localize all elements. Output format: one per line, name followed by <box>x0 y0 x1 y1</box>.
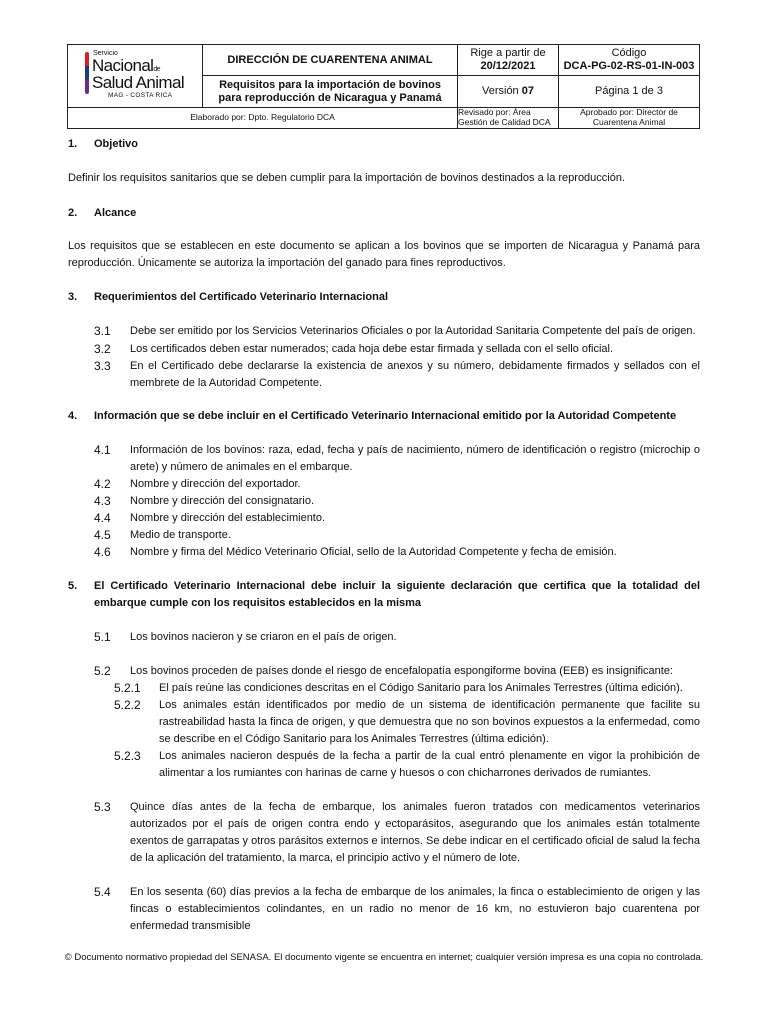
org-title: DIRECCIÓN DE CUARENTENA ANIMAL <box>203 45 458 76</box>
section-2-text: Los requisitos que se establecen en este documento se aplican a los bovinos que se importen de Nicaragua y Panamá para reproducción. Únicamente se autoriza la importación del ganado para fines reproductivos. <box>68 240 700 269</box>
section-number: 4. <box>68 410 78 422</box>
section-1-heading <box>68 136 700 153</box>
item-text: Información de los bovinos: raza, edad, fecha y país de nacimiento, número de identificación o registro (microchip o arete) y número de animales en el embarque. <box>130 444 700 473</box>
logo-stripe-icon <box>85 52 89 94</box>
section-title: El Certificado Veterinario Internacional debe incluir la siguiente declaración que certifica que la totalidad del embarque cumple con los requisitos establecidos en la misma <box>94 580 700 609</box>
item-number: 5.2 <box>94 664 111 678</box>
item-text: Nombre y dirección del consignatario. <box>130 495 315 507</box>
aprobado-por: Aprobado por: Director de Cuarentena Animal <box>559 108 700 129</box>
logo-line3: Salud Animal <box>92 73 185 92</box>
section-title: Información que se debe incluir en el Certificado Veterinario Internacional emitido por la Autoridad Competente <box>94 410 677 422</box>
item-text: Nombre y dirección del exportador. <box>130 478 301 490</box>
section-5-heading <box>68 578 700 612</box>
section-number: 3. <box>68 291 78 303</box>
footer-notice: © Documento normativo propiedad del SENASA. El documento vigente se encuentra en internet; cualquier versión impresa es una copia no controlada. <box>64 952 704 963</box>
item-text: Los bovinos nacieron y se criaron en el país de origen. <box>130 631 397 643</box>
item-number: 4.3 <box>94 494 111 508</box>
codigo-value: DCA-PG-02-RS-01-IN-003 <box>563 60 695 72</box>
version-label: Versión <box>481 85 519 98</box>
item-number: 4.2 <box>94 477 111 491</box>
item-number: 5.2.2 <box>114 698 141 712</box>
section-number: 5. <box>68 580 78 592</box>
section-4-heading <box>68 408 700 425</box>
section-number: 2. <box>68 207 78 219</box>
item-number: 4.5 <box>94 528 111 542</box>
item-text: El país reúne las condiciones descritas en el Código Sanitario para los Animales Terrestres (última edición). <box>159 682 683 694</box>
rige-label: Rige a partir de <box>470 47 546 60</box>
rige-cell <box>458 45 559 76</box>
logo-line4: MAG - COSTA RICA <box>108 92 173 99</box>
item-number: 4.6 <box>94 545 111 559</box>
version-value: 07 <box>521 85 534 98</box>
item-number: 4.4 <box>94 511 111 525</box>
item-text: Nombre y firma del Médico Veterinario Oficial, sello de la Autoridad Competente y fecha de emisión. <box>130 546 617 558</box>
item-text: Los animales están identificados por medio de un sistema de identificación permanente que facilite su rastreabilidad hasta la finca de origen, y que demuestra que no son bovinos expuestos a la enfermedad, como se describe en el Código Sanitario para los Animales Terrestres (última edición). <box>159 699 700 745</box>
item-text: Medio de transporte. <box>130 529 231 541</box>
item-number: 3.3 <box>94 359 111 373</box>
logo-line1: Servicio <box>93 50 118 57</box>
item-number: 5.3 <box>94 800 111 814</box>
revisado-por: Revisado por: Área Gestión de Calidad DCA <box>458 108 559 129</box>
section-number: 1. <box>68 138 78 150</box>
item-text: Nombre y dirección del establecimiento. <box>130 512 326 524</box>
rige-date: 20/12/2021 <box>480 60 536 72</box>
section-title: Alcance <box>94 207 137 219</box>
document-header <box>67 44 700 129</box>
section-2-heading <box>68 205 700 222</box>
codigo-cell <box>559 45 700 76</box>
page-number: Página 1 de 3 <box>559 76 700 108</box>
item-text: Los animales nacieron después de la fecha a partir de la cual entró plenamente en vigor la prohibición de alimentar a los rumiantes con harinas de carne y huesos o con chicharrones derivados de rumiantes. <box>159 750 700 779</box>
senasa-logo <box>68 46 202 106</box>
item-number: 5.1 <box>94 630 111 644</box>
elaborado-por: Elaborado por: Dpto. Regulatorio DCA <box>68 108 458 129</box>
item-number: 3.1 <box>94 324 111 338</box>
item-text: En los sesenta (60) días previos a la fecha de embarque de los animales, la finca o establecimiento de origen y las fincas o establecimientos colindantes, en un radio no menor de 16 km, no estuvieron bajo cuarentena por enfermedad transmisible <box>130 886 700 932</box>
item-number: 3.2 <box>94 342 111 356</box>
doc-title <box>203 76 458 108</box>
version-cell <box>458 76 559 108</box>
item-number: 5.2.1 <box>114 681 141 695</box>
codigo-label: Código <box>611 47 647 60</box>
logo-line2a: Nacional <box>92 56 154 75</box>
item-text: Los bovinos proceden de países donde el riesgo de encefalopatía espongiforme bovina (EEB) es insignificante: <box>130 665 674 677</box>
section-title: Objetivo <box>94 138 139 150</box>
item-text: Quince días antes de la fecha de embarque, los animales fueron tratados con medicamentos veterinarios autorizados por el país de origen contra endo y ectoparásitos, asegurando que los animales están totalmente exentos de garrapatas y otros parásitos externos e internos. Se debe indicar en el certificado oficial de salud la fecha de la aplicación del tratamiento, la marca, el principio activo y el número de lote. <box>130 801 700 864</box>
item-number: 5.2.3 <box>114 749 141 763</box>
item-text: Los certificados deben estar numerados; cada hoja debe estar firmada y sellada con el sello oficial. <box>130 343 614 355</box>
section-3-heading <box>68 289 700 306</box>
doc-title-line2: para reproducción de Nicaragua y Panamá <box>218 91 442 104</box>
item-number: 4.1 <box>94 443 111 457</box>
section-1-text: Definir los requisitos sanitarios que se deben cumplir para la importación de bovinos destinados a la reproducción. <box>68 172 626 184</box>
item-text: Debe ser emitido por los Servicios Veterinarios Oficiales o por la Autoridad Sanitaria Competente del país de origen. <box>130 325 696 337</box>
logo-cell <box>68 45 203 108</box>
item-text: En el Certificado debe declararse la existencia de anexos y su número, debidamente firmados y sellados con el membrete de la Autoridad Competente. <box>130 360 700 389</box>
doc-title-line1: Requisitos para la importación de bovinos <box>219 78 441 91</box>
section-title: Requerimientos del Certificado Veterinario Internacional <box>94 291 389 303</box>
item-number: 5.4 <box>94 885 111 899</box>
logo-line2b: de <box>153 66 160 73</box>
